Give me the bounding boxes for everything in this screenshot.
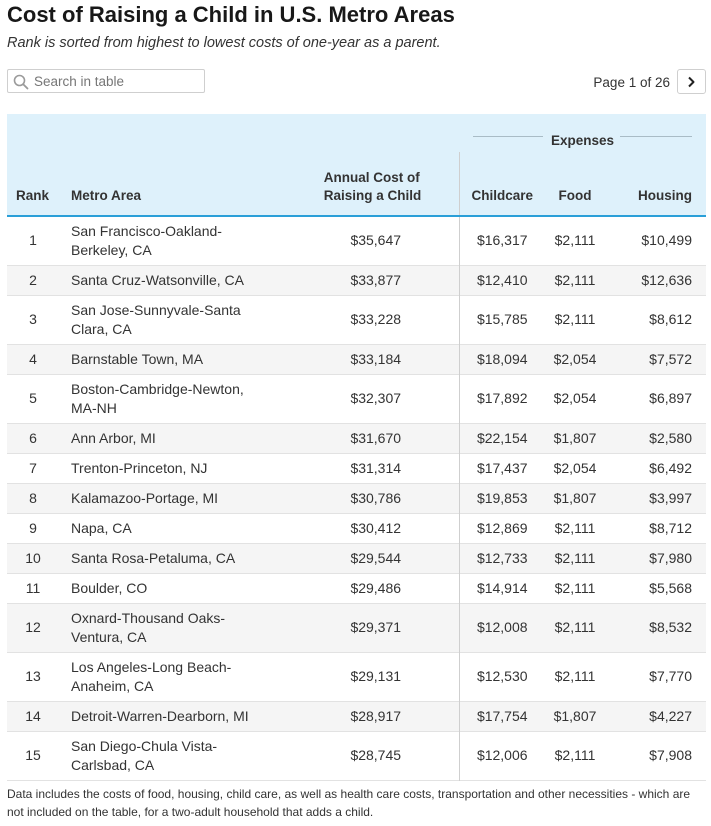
cell-annual-cost: $35,647 (293, 216, 459, 265)
cell-metro-area: Boston-Cambridge-Newton, MA-NH (71, 380, 244, 416)
group-rule-left (473, 136, 543, 137)
cell-annual-cost: $28,917 (293, 701, 459, 731)
cell-housing: $4,227 (649, 707, 692, 724)
cell-childcare: $12,008 (476, 619, 528, 635)
chevron-right-icon (687, 76, 696, 88)
column-group-label: Expenses (550, 133, 615, 148)
cell-housing: $6,897 (649, 390, 692, 406)
table-row (7, 423, 706, 453)
cell-annual-cost: $29,544 (293, 543, 459, 573)
cell-childcare: $17,437 (476, 459, 528, 476)
cell-housing: $12,636 (641, 271, 692, 288)
table-row (7, 265, 706, 295)
table-row (7, 603, 706, 652)
cell-food: $2,111 (554, 668, 596, 684)
cell-food: $2,054 (553, 459, 597, 476)
cell-metro-area: Barnstable Town, MA (71, 350, 204, 367)
cell-housing: $2,580 (649, 429, 692, 446)
table-row (7, 701, 706, 731)
search-box[interactable] (7, 69, 205, 93)
cell-rank: 8 (29, 489, 37, 506)
cell-metro-area: Ann Arbor, MI (71, 429, 156, 446)
cell-food: $2,111 (554, 271, 596, 288)
cell-housing: $7,572 (649, 350, 692, 367)
cell-childcare: $12,410 (476, 271, 528, 288)
search-input[interactable] (34, 72, 200, 90)
cell-food: $2,111 (554, 579, 596, 596)
cell-metro-area: San Diego-Chula Vista-Carlsbad, CA (71, 737, 218, 773)
cell-food: $1,807 (553, 429, 597, 446)
cell-rank: 6 (29, 429, 37, 446)
page-title: Cost of Raising a Child in U.S. Metro Areas (7, 2, 455, 27)
cell-housing: $3,997 (649, 489, 692, 506)
cell-childcare: $17,754 (476, 707, 528, 724)
cell-food: $2,111 (554, 747, 596, 763)
cell-childcare: $12,530 (476, 668, 528, 684)
table-header-row (7, 152, 706, 216)
cell-rank: 1 (29, 232, 37, 249)
table-row (7, 453, 706, 483)
cell-metro-area: San Jose-Sunnyvale-Santa Clara, CA (71, 301, 241, 337)
cell-annual-cost: $31,314 (293, 453, 459, 483)
table-row (7, 543, 706, 573)
cell-childcare: $19,853 (476, 489, 528, 506)
table-row (7, 295, 706, 344)
cell-metro-area: Detroit-Warren-Dearborn, MI (71, 707, 249, 724)
cell-childcare: $15,785 (476, 311, 528, 327)
cell-metro-area: Los Angeles-Long Beach-Anaheim, CA (71, 658, 232, 694)
cell-rank: 5 (29, 390, 37, 406)
cell-housing: $10,499 (641, 232, 692, 249)
cell-annual-cost: $29,131 (293, 652, 459, 701)
footnote: Data includes the costs of food, housing, child care, as well as health care costs, transportation and other necessities - which are not included on the table, for a two-adult household that adds a child. (7, 787, 691, 819)
cell-annual-cost: $29,371 (293, 603, 459, 652)
cell-metro-area: Oxnard-Thousand Oaks-Ventura, CA (71, 609, 226, 645)
cell-rank: 12 (25, 619, 41, 635)
cell-rank: 3 (29, 311, 37, 327)
data-table (7, 114, 706, 781)
page-subtitle: Rank is sorted from highest to lowest costs of one-year as a parent. (7, 35, 441, 51)
cell-food: $2,054 (553, 350, 597, 367)
header-rank[interactable]: Rank (16, 188, 50, 203)
brand-logo (651, 822, 706, 826)
cell-rank: 2 (29, 271, 37, 288)
table-row (7, 483, 706, 513)
cell-rank: 4 (29, 350, 37, 367)
cell-housing: $8,712 (649, 519, 692, 536)
cell-annual-cost: $33,877 (293, 265, 459, 295)
table-row (7, 573, 706, 603)
search-icon (13, 74, 29, 90)
table-row (7, 344, 706, 374)
cell-food: $2,054 (553, 390, 597, 406)
cell-childcare: $12,869 (476, 519, 528, 536)
table-row (7, 731, 706, 780)
cell-annual-cost: $30,412 (293, 513, 459, 543)
cell-food: $2,111 (554, 232, 596, 249)
table-row (7, 652, 706, 701)
cell-metro-area: Trenton-Princeton, NJ (71, 459, 208, 476)
cell-metro-area: Boulder, CO (71, 579, 148, 596)
cell-rank: 13 (25, 668, 41, 684)
cell-food: $2,111 (554, 311, 596, 327)
cell-childcare: $22,154 (476, 429, 528, 446)
next-page-button[interactable] (677, 69, 706, 94)
cell-food: $1,807 (553, 707, 597, 724)
cell-childcare: $12,006 (476, 747, 528, 763)
header-group-spacer (7, 114, 459, 152)
cell-childcare: $14,914 (476, 579, 528, 596)
cell-childcare: $18,094 (476, 350, 528, 367)
cell-annual-cost: $28,745 (293, 731, 459, 780)
cell-housing: $7,980 (649, 549, 692, 566)
pagination-label: Page 1 of 26 (593, 75, 670, 90)
table-row (7, 374, 706, 423)
cell-food: $2,111 (554, 549, 596, 566)
cell-annual-cost: $33,184 (293, 344, 459, 374)
cell-food: $1,807 (553, 489, 597, 506)
cell-rank: 15 (25, 747, 41, 763)
table-row (7, 216, 706, 265)
cell-metro-area: San Francisco-Oakland-Berkeley, CA (71, 222, 222, 258)
data-table-container (7, 114, 706, 781)
cell-rank: 9 (29, 519, 37, 536)
cell-food: $2,111 (554, 619, 596, 635)
header-housing[interactable]: Housing (638, 188, 692, 203)
cell-annual-cost: $30,786 (293, 483, 459, 513)
cell-rank: 7 (29, 459, 37, 476)
cell-housing: $7,770 (649, 668, 692, 684)
cell-annual-cost: $32,307 (293, 374, 459, 423)
cell-housing: $8,532 (649, 619, 692, 635)
cell-annual-cost: $33,228 (293, 295, 459, 344)
cell-rank: 10 (25, 549, 41, 566)
table-row (7, 513, 706, 543)
cell-metro-area: Santa Cruz-Watsonville, CA (71, 271, 244, 288)
cell-metro-area: Santa Rosa-Petaluma, CA (71, 549, 236, 566)
table-body (7, 216, 706, 780)
cell-housing: $8,612 (649, 311, 692, 327)
cell-childcare: $12,733 (476, 549, 528, 566)
header-food[interactable]: Food (558, 188, 592, 203)
cell-childcare: $16,317 (476, 232, 528, 249)
cell-housing: $5,568 (649, 579, 692, 596)
cell-housing: $6,492 (649, 459, 692, 476)
cell-childcare: $17,892 (476, 390, 528, 406)
cell-food: $2,111 (554, 519, 596, 536)
header-annual-cost[interactable]: Annual Cost of Raising a Child (293, 152, 459, 216)
cell-metro-area: Kalamazoo-Portage, MI (71, 489, 219, 506)
cell-housing: $7,908 (649, 747, 692, 763)
header-childcare[interactable]: Childcare (471, 188, 534, 203)
group-rule-right (620, 136, 692, 137)
cell-rank: 11 (25, 579, 41, 596)
column-group-expenses (459, 114, 706, 152)
cell-rank: 14 (25, 707, 41, 724)
cell-metro-area: Napa, CA (71, 519, 132, 536)
header-metro-area[interactable]: Metro Area (71, 188, 142, 203)
cell-annual-cost: $29,486 (293, 573, 459, 603)
cell-annual-cost: $31,670 (293, 423, 459, 453)
